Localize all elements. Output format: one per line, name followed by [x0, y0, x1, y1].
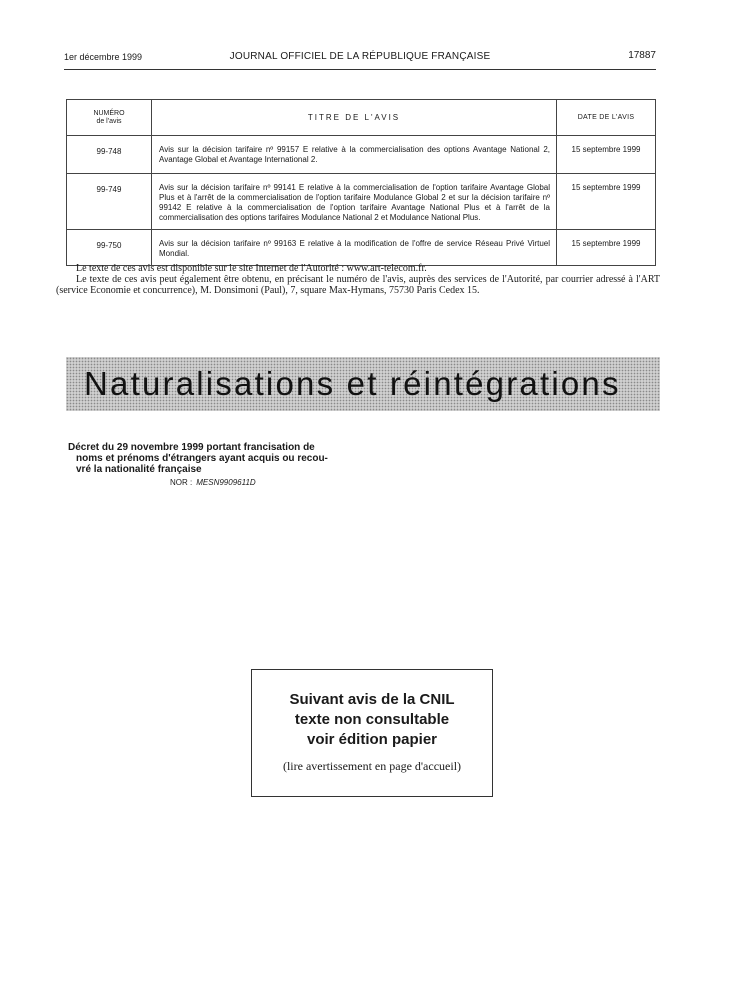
section-title: Naturalisations et réintégrations	[84, 365, 621, 402]
avis-titre: Avis sur la décision tarifaire nº 99157 E relative à la commercialisation des options Avantage National 2, Avantage Global et Avantage International 2.	[152, 136, 557, 174]
decree-title-line2: noms et prénoms d'étrangers ayant acquis ou recou-	[76, 453, 328, 464]
avis-table	[66, 99, 656, 266]
cnil-line1: Suivant avis de la CNIL	[289, 691, 455, 708]
cnil-line3: voir édition papier	[306, 731, 438, 748]
note-postal: Le texte de ces avis peut également être obtenu, en précisant le numéro de l'avis, auprès des services de l'Autorité, par courrier adressé à l'ART (service Economie et concurrence), M. Donsimoni (Paul), 7, square Max-Hymans, 75730 Paris Cedex 15.	[56, 274, 660, 296]
running-header	[64, 50, 656, 66]
nor-label: NOR :	[170, 478, 193, 487]
avis-date: 15 septembre 1999	[557, 136, 656, 174]
avis-titre: Avis sur la décision tarifaire nº 99163 E relative à la modification de l'offre de service Réseau Privé Virtuel Mondial.	[152, 230, 557, 266]
column-header-numero	[67, 100, 152, 136]
header-date: 1er décembre 1999	[64, 52, 143, 62]
header-journal-title: JOURNAL OFFICIEL DE LA RÉPUBLIQUE FRANÇAISE	[229, 51, 491, 62]
avis-date: 15 septembre 1999	[557, 174, 656, 230]
column-header-date: DATE DE L'AVIS	[557, 100, 656, 136]
section-banner	[66, 357, 660, 411]
avis-numero: 99-748	[67, 136, 152, 174]
header-page-number: 17887	[628, 50, 656, 61]
avis-numero: 99-749	[67, 174, 152, 230]
cnil-note: (lire avertissement en page d'accueil)	[282, 759, 462, 773]
table-row	[67, 136, 656, 174]
avis-titre: Avis sur la décision tarifaire nº 99141 E relative à la commercialisation de l'option tarifaire Avantage Global Plus et à l'arrêt de la commercialisation de l'option tarifaire Modulance Global 2 et sur la décision tarifaire nº 99142 E relative à la commercialisation de l'option tarifaire Avantage National Plus et à l'arrêt de la commercialisation des options tarifaires Modulance National 2 et Modulance National Plus.	[152, 174, 557, 230]
column-header-titre: TITRE DE L'AVIS	[152, 100, 557, 136]
decree-title-line3: vré la nationalité française	[76, 464, 202, 475]
avis-date: 15 septembre 1999	[557, 230, 656, 266]
table-row	[67, 230, 656, 266]
column-header-numero-line1: NUMÉRO	[93, 109, 125, 117]
decree-title-line1: Décret du 29 novembre 1999 portant francisation de	[68, 442, 315, 453]
decree-title	[68, 442, 368, 475]
note-website: Le texte de ces avis est disponible sur le site Internet de l'Autorité : www.art-telecom.fr.	[76, 263, 427, 274]
nor-code: MESN9909611D	[196, 478, 256, 487]
decree-block	[68, 442, 368, 488]
availability-notes	[56, 263, 660, 296]
column-header-numero-line2: de l'avis	[96, 117, 122, 125]
cnil-notice-box	[251, 669, 493, 797]
decree-nor	[68, 477, 368, 488]
avis-numero: 99-750	[67, 230, 152, 266]
table-row	[67, 174, 656, 230]
table-header-row	[67, 100, 656, 136]
header-rule	[64, 69, 656, 70]
cnil-line2: texte non consultable	[294, 711, 450, 728]
